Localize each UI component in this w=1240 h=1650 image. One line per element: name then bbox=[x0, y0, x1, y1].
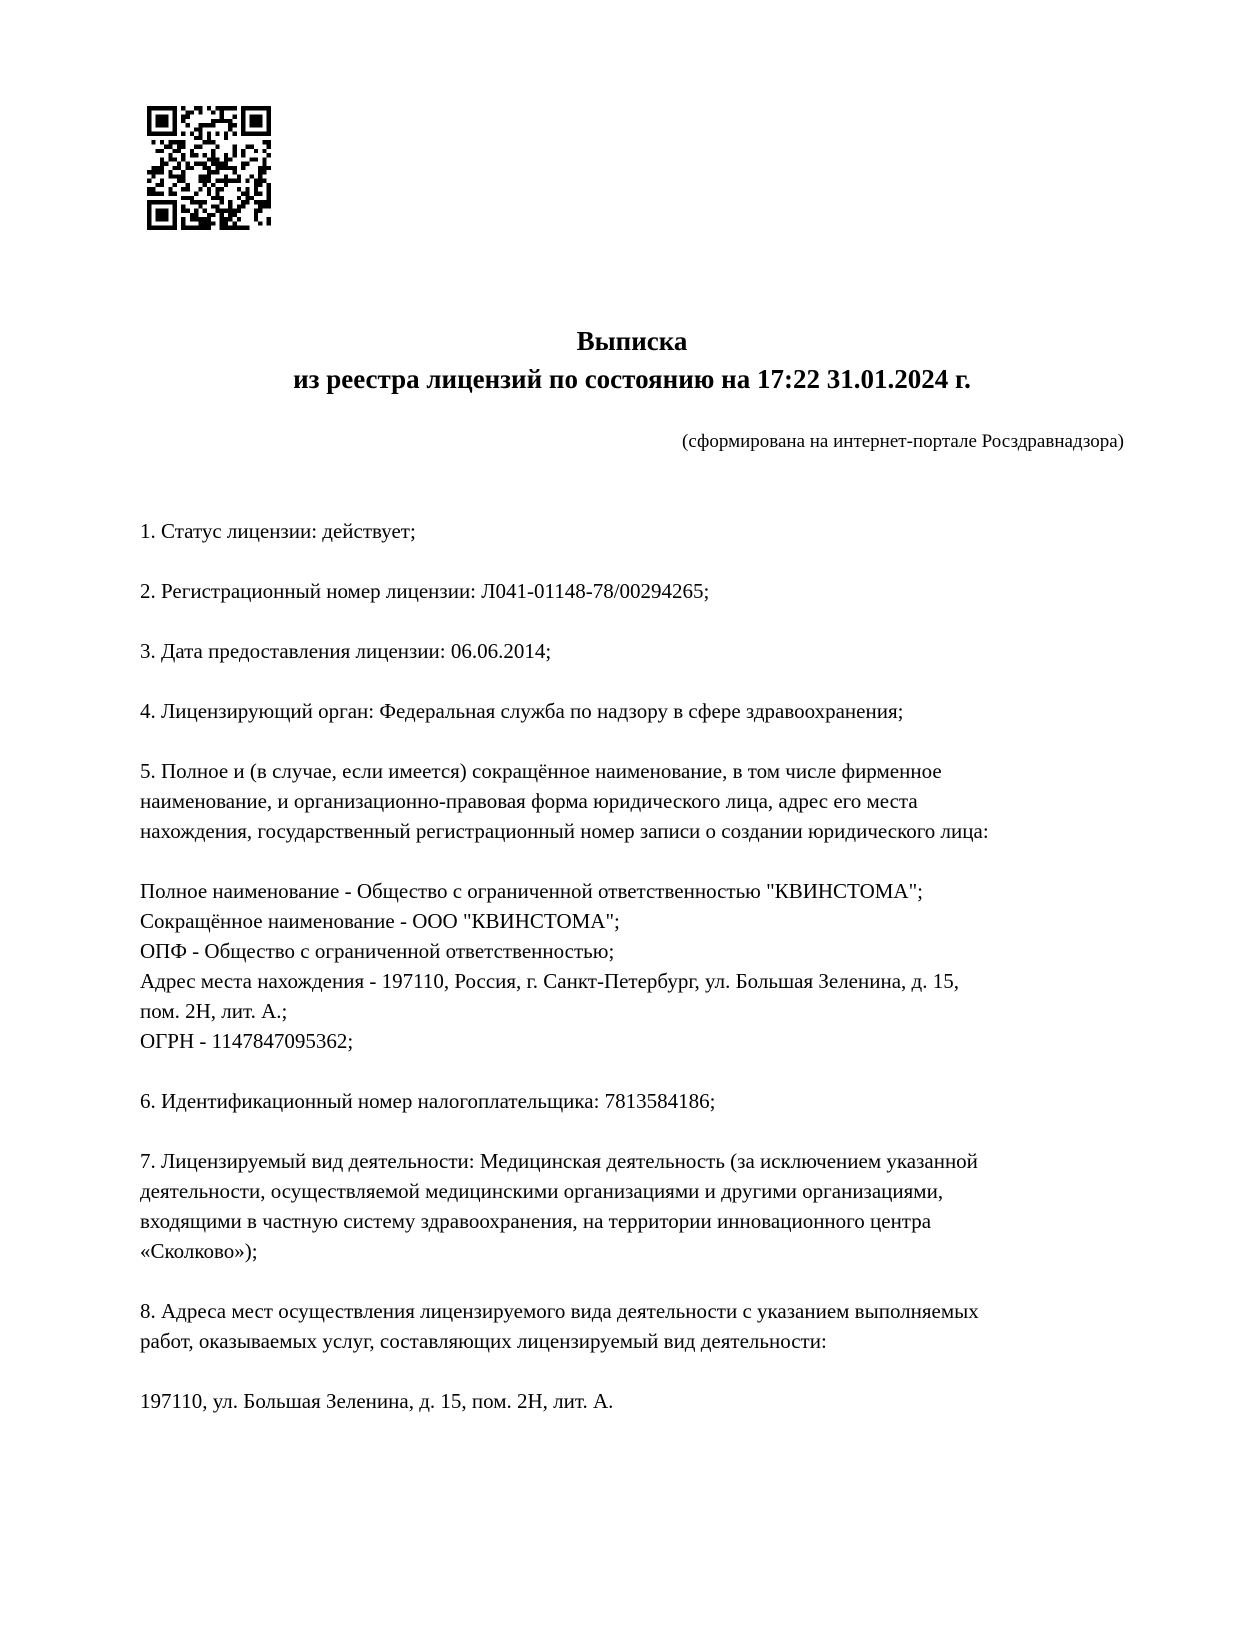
document-body bbox=[140, 516, 1108, 1416]
title-line-1: Выписка bbox=[576, 326, 688, 356]
text-line: «Сколково»); bbox=[140, 1239, 258, 1263]
document-title bbox=[140, 0, 1124, 398]
text-line: деятельности, осуществляемой медицинскими организациями и другими организациями, bbox=[140, 1179, 944, 1203]
text-line: 3. Дата предоставления лицензии: 06.06.2014; bbox=[140, 639, 552, 663]
document-content bbox=[140, 0, 1124, 1446]
document-subtitle: (сформирована на интернет-портале Росздравнадзора) bbox=[682, 431, 1124, 452]
text-line: нахождения, государственный регистрационный номер записи о создании юридического лица: bbox=[140, 819, 989, 843]
paragraph-activity-address bbox=[140, 1386, 1108, 1416]
text-line: 7. Лицензируемый вид деятельности: Медицинская деятельность (за исключением указанной bbox=[140, 1149, 978, 1173]
text-line: входящими в частную систему здравоохранения, на территории инновационного центра bbox=[140, 1209, 932, 1233]
text-line: Сокращённое наименование - ООО "КВИНСТОМА"; bbox=[140, 909, 620, 933]
text-line: 197110, ул. Большая Зеленина, д. 15, пом. 2Н, лит. А. bbox=[140, 1389, 614, 1413]
paragraph-full-name-heading bbox=[140, 756, 1108, 846]
paragraph-grant-date bbox=[140, 636, 1108, 666]
text-line: Адрес места нахождения - 197110, Россия, г. Санкт-Петербург, ул. Большая Зеленина, д. 15, bbox=[140, 969, 959, 993]
paragraph-licensed-activity bbox=[140, 1146, 1108, 1266]
paragraph-organization-details bbox=[140, 876, 1108, 1056]
text-line: Полное наименование - Общество с ограниченной ответственностью "КВИНСТОМА"; bbox=[140, 879, 923, 903]
paragraph-licensing-authority bbox=[140, 696, 1108, 726]
paragraph-registration-number bbox=[140, 576, 1108, 606]
text-line: работ, оказываемых услуг, составляющих лицензируемый вид деятельности: bbox=[140, 1329, 827, 1353]
text-line: 1. Статус лицензии: действует; bbox=[140, 519, 416, 543]
text-line: 4. Лицензирующий орган: Федеральная служба по надзору в сфере здравоохранения; bbox=[140, 699, 904, 723]
paragraph-taxpayer-number bbox=[140, 1086, 1108, 1116]
text-line: 6. Идентификационный номер налогоплательщика: 7813584186; bbox=[140, 1089, 716, 1113]
text-line: ОПФ - Общество с ограниченной ответственностью; bbox=[140, 939, 615, 963]
text-line: наименование, и организационно-правовая форма юридического лица, адрес его места bbox=[140, 789, 918, 813]
text-line: 5. Полное и (в случае, если имеется) сокращённое наименование, в том числе фирменное bbox=[140, 759, 942, 783]
paragraph-license-status bbox=[140, 516, 1108, 546]
title-line-2: из реестра лицензий по состоянию на 17:22 31.01.2024 г. bbox=[293, 364, 971, 394]
text-line: ОГРН - 1147847095362; bbox=[140, 1029, 354, 1053]
text-line: 8. Адреса мест осуществления лицензируемого вида деятельности с указанием выполняемых bbox=[140, 1299, 979, 1323]
text-line: 2. Регистрационный номер лицензии: Л041-01148-78/00294265; bbox=[140, 579, 710, 603]
paragraph-addresses-heading bbox=[140, 1296, 1108, 1356]
text-line: пом. 2Н, лит. А.; bbox=[140, 999, 288, 1023]
